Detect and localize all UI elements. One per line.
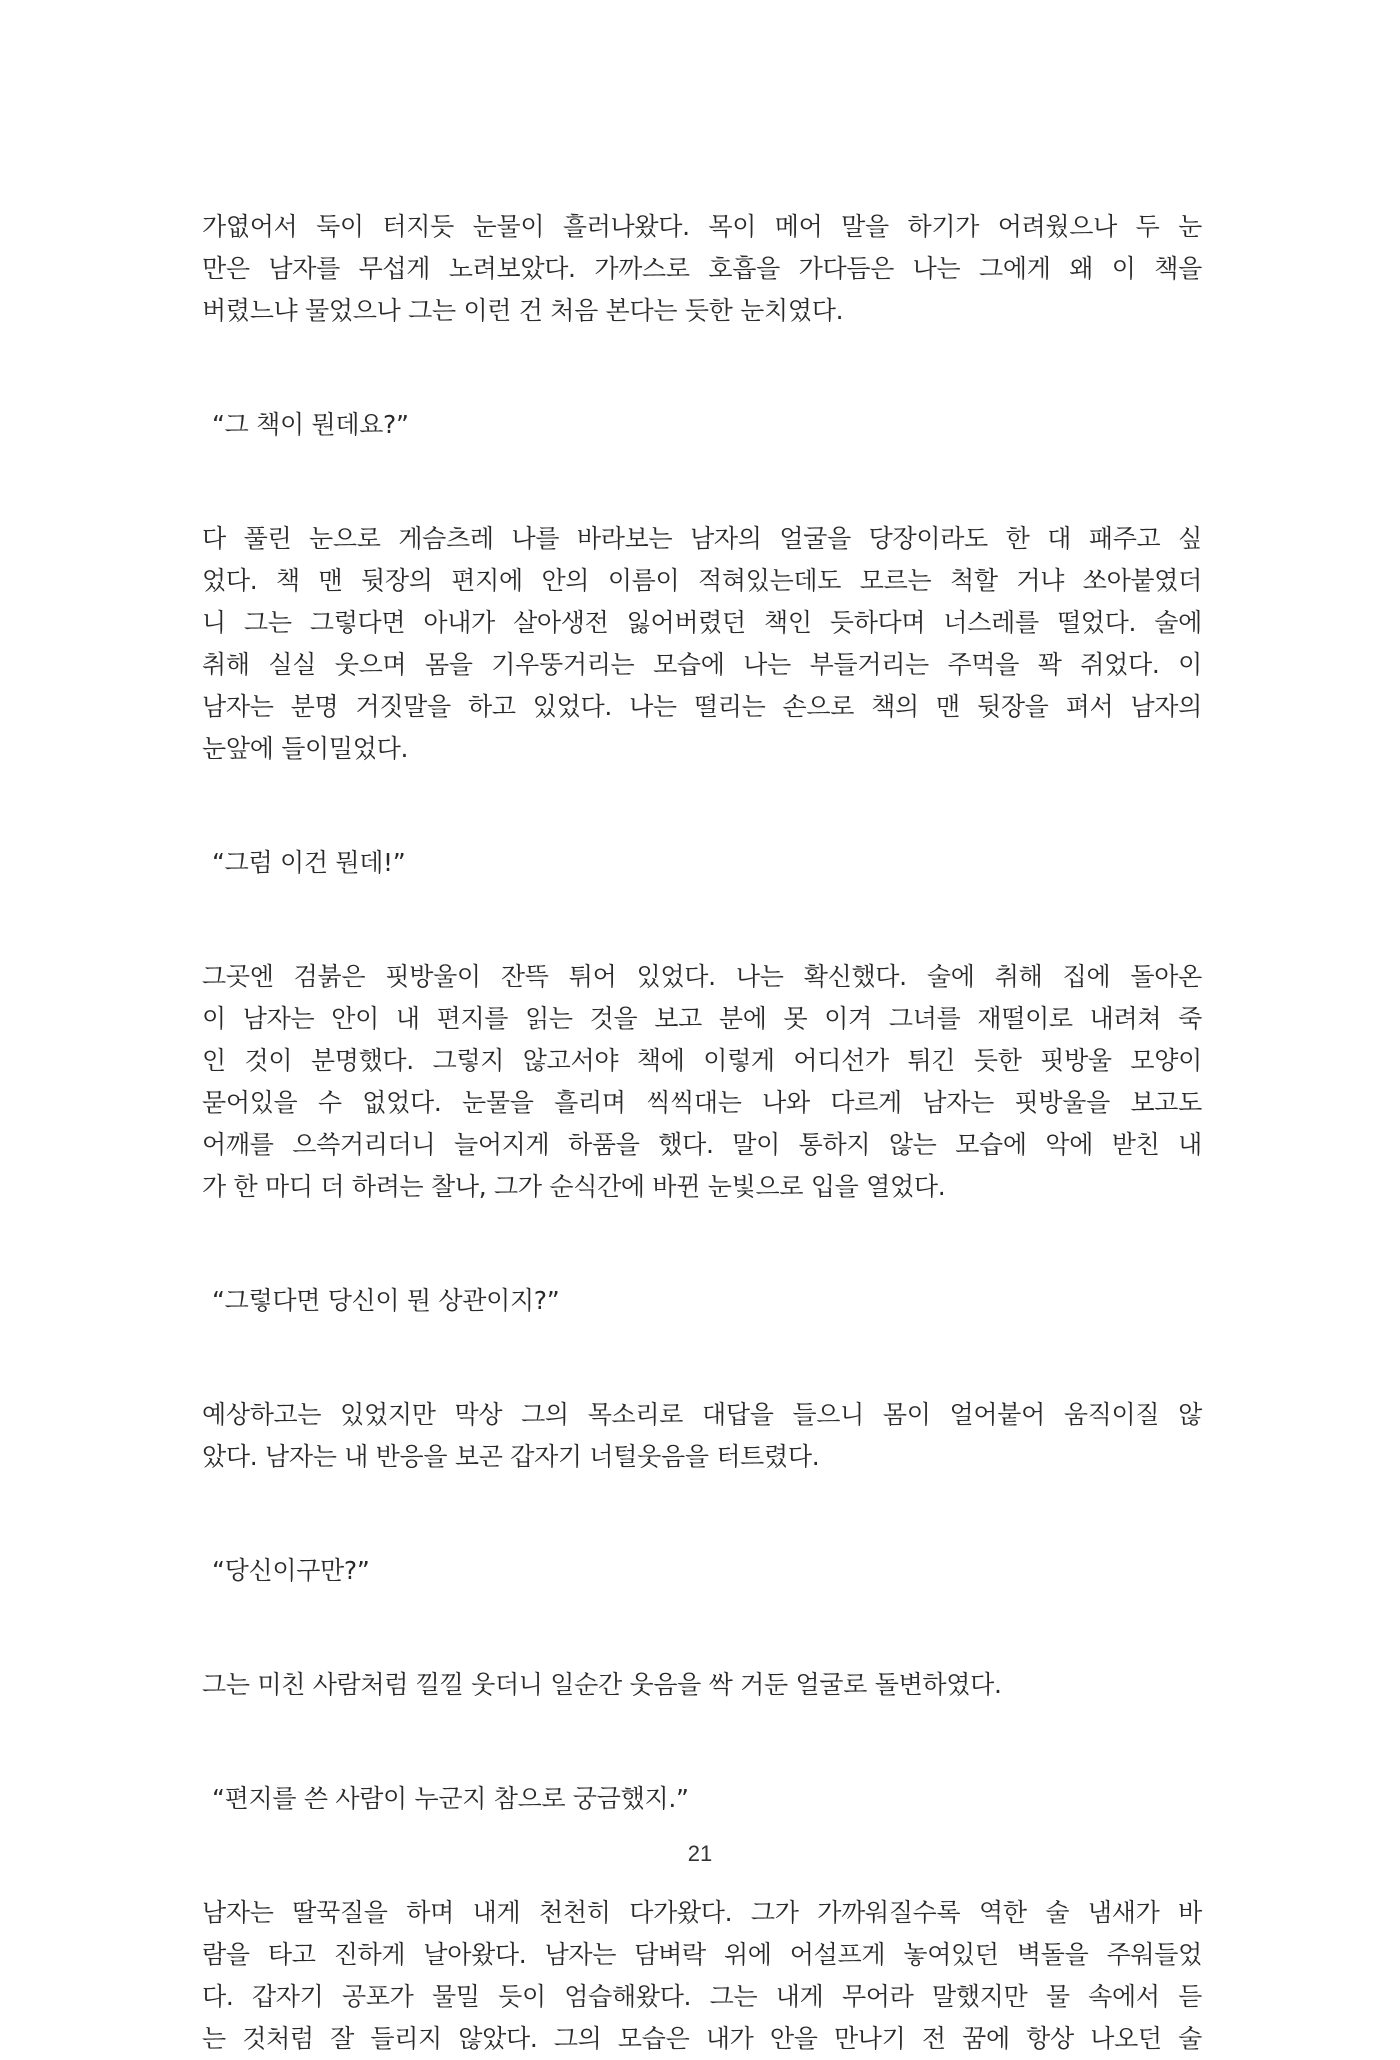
paragraph-2	[202, 518, 1202, 770]
paragraph-3	[202, 956, 1202, 1208]
text-line: 취해 실실 웃으며 몸을 기우뚱거리는 모습에 나는 부들거리는 주먹을 꽉 쥐었다. 이	[202, 650, 1202, 679]
text-line: 가 한 마디 더 하려는 찰나, 그가 순식간에 바뀐 눈빛으로 입을 열었다.	[202, 1172, 946, 1201]
paragraph-spacer	[202, 884, 1202, 956]
paragraph-spacer	[202, 770, 1202, 842]
text-line: 이 남자는 안이 내 편지를 읽는 것을 보고 분에 못 이겨 그녀를 재떨이로 내려쳐 죽	[202, 1004, 1202, 1033]
paragraph-5	[202, 1664, 1202, 1706]
text-line: 눈앞에 들이밀었다.	[202, 734, 409, 763]
paragraph-spacer	[202, 1592, 1202, 1664]
dialogue-3: “그렇다면 당신이 뭔 상관이지?”	[212, 1286, 560, 1315]
dialogue-2: “그럼 이건 뭔데!”	[212, 848, 406, 877]
paragraph-spacer	[202, 1208, 1202, 1280]
text-line: 남자는 딸꾹질을 하며 내게 천천히 다가왔다. 그가 가까워질수록 역한 술 냄새가 바	[202, 1898, 1202, 1927]
text-line: 그는 미친 사람처럼 낄낄 웃더니 일순간 웃음을 싹 거둔 얼굴로 돌변하였다.	[202, 1670, 1002, 1699]
body-text	[202, 206, 1202, 2060]
text-line: 가엾어서 둑이 터지듯 눈물이 흘러나왔다. 목이 메어 말을 하기가 어려웠으나 두 눈	[202, 212, 1202, 241]
paragraph-6	[202, 1892, 1202, 2060]
paragraph-spacer	[202, 1322, 1202, 1394]
text-line: 는 것처럼 잘 들리지 않았다. 그의 모습은 내가 안을 만나기 전 꿈에 항상 나오던 술	[202, 2024, 1202, 2053]
text-line: 버렸느냐 물었으나 그는 이런 건 처음 본다는 듯한 눈치였다.	[202, 296, 844, 325]
text-line: 다 풀린 눈으로 게슴츠레 나를 바라보는 남자의 얼굴을 당장이라도 한 대 패주고 싶	[202, 524, 1202, 553]
paragraph-spacer	[202, 446, 1202, 518]
paragraph-1	[202, 206, 1202, 332]
text-line: 았다. 남자는 내 반응을 보곤 갑자기 너털웃음을 터트렸다.	[202, 1442, 820, 1471]
paragraph-spacer	[202, 332, 1202, 404]
text-line: 그곳엔 검붉은 핏방울이 잔뜩 튀어 있었다. 나는 확신했다. 술에 취해 집에 돌아온	[202, 962, 1202, 991]
text-line: 묻어있을 수 없었다. 눈물을 흘리며 씩씩대는 나와 다르게 남자는 핏방울을 보고도	[202, 1088, 1202, 1117]
page-number: 21	[687, 1841, 713, 1866]
text-line: 었다. 책 맨 뒷장의 편지에 안의 이름이 적혀있는데도 모르는 척할 거냐 쏘아붙였더	[202, 566, 1202, 595]
dialogue-4: “당신이구만?”	[212, 1556, 370, 1585]
text-line: 니 그는 그렇다면 아내가 살아생전 잃어버렸던 책인 듯하다며 너스레를 떨었다. 술에	[202, 608, 1202, 637]
text-line: 인 것이 분명했다. 그렇지 않고서야 책에 이렇게 어디선가 튀긴 듯한 핏방울 모양이	[202, 1046, 1202, 1075]
text-line: 예상하고는 있었지만 막상 그의 목소리로 대답을 들으니 몸이 얼어붙어 움직이질 않	[202, 1400, 1202, 1429]
text-line: 람을 타고 진하게 날아왔다. 남자는 담벼락 위에 어설프게 놓여있던 벽돌을 주워들었	[202, 1940, 1202, 1969]
paragraph-spacer	[202, 1706, 1202, 1778]
dialogue-5: “편지를 쓴 사람이 누군지 참으로 궁금했지.”	[212, 1784, 689, 1813]
paragraph-4	[202, 1394, 1202, 1478]
text-line: 만은 남자를 무섭게 노려보았다. 가까스로 호흡을 가다듬은 나는 그에게 왜 이 책을	[202, 254, 1202, 283]
text-line: 어깨를 으쓱거리더니 늘어지게 하품을 했다. 말이 통하지 않는 모습에 악에 받친 내	[202, 1130, 1202, 1159]
paragraph-spacer	[202, 1478, 1202, 1550]
text-line: 남자는 분명 거짓말을 하고 있었다. 나는 떨리는 손으로 책의 맨 뒷장을 펴서 남자의	[202, 692, 1202, 721]
text-line: 다. 갑자기 공포가 물밀 듯이 엄습해왔다. 그는 내게 무어라 말했지만 물 속에서 듣	[202, 1982, 1202, 2011]
dialogue-1: “그 책이 뭔데요?”	[212, 410, 409, 439]
